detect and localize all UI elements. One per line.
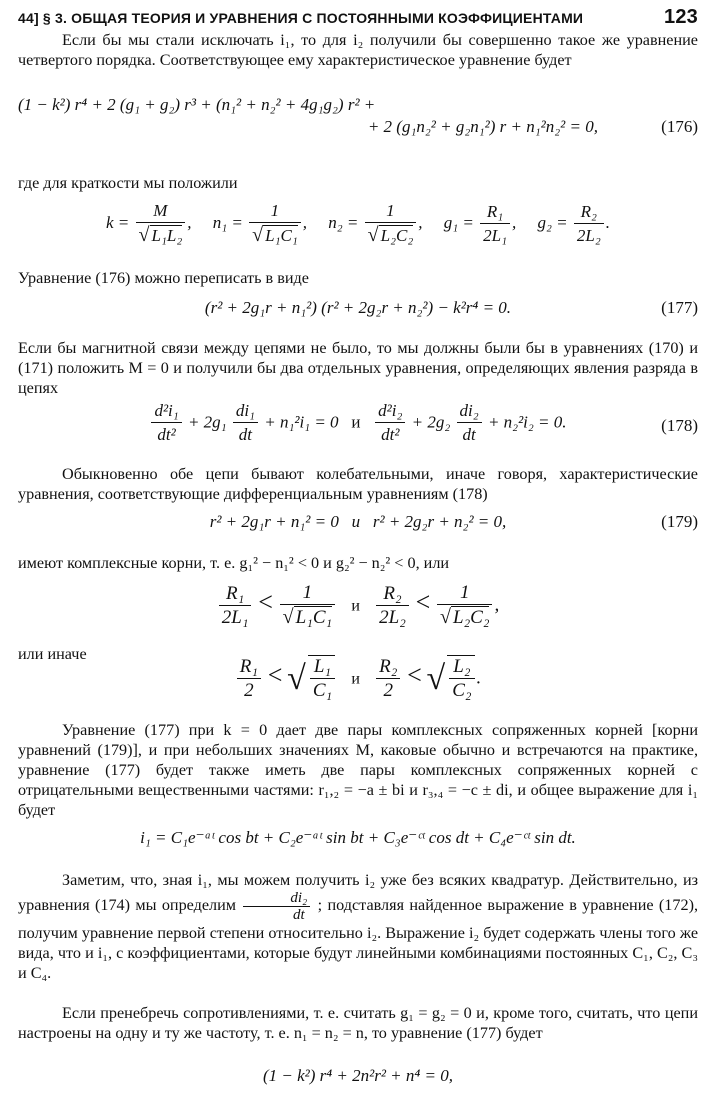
equation-179 — [18, 512, 698, 542]
k-fraction: $\frac{M}{\text{√ L₁L₂}}$ — [136, 200, 186, 248]
n2-lhs: n₂ = — [328, 212, 359, 232]
ineq1-c-den: 2L₂ — [379, 606, 406, 628]
di2-dt-fraction — [243, 890, 310, 923]
eq176-line1-text: (1 − k²) r⁴ + 2 (g₁ + g₂) r³ + (n₁² + n₂² + 4g₁g₂) r² + — [18, 95, 376, 114]
ineq1-c-fraction — [376, 583, 409, 630]
ineq2-and: и — [351, 670, 360, 688]
ineq2-a-den: 2 — [244, 679, 254, 701]
equation-i1-general — [18, 828, 698, 858]
eq178-d-den: dt — [462, 425, 476, 444]
g1-fraction — [480, 201, 510, 248]
paragraph-1: Если бы мы стали исключать i₁, то для i₂ получили бы совершенно такое же уравнение четвертого порядка. Соответствующее ему характеристическое уравнение будет — [18, 31, 698, 69]
ineq1-end: , — [494, 594, 500, 616]
g2-fraction — [574, 201, 604, 248]
equation-178 — [18, 400, 698, 460]
eq177-text: (r² + 2g₁r + n₁²) (r² + 2g₂r + n₂²) − k²r⁴ = 0. — [204, 298, 512, 317]
n1-lhs: n₁ = — [212, 212, 243, 232]
eq178-d-fraction — [457, 400, 482, 447]
equation-177 — [18, 298, 698, 328]
eq178-c-fraction — [375, 400, 405, 447]
eq178-b-den: dt — [238, 425, 253, 444]
n1-fraction: $\frac{1}{\text{√ L₁C₁}}$ — [249, 200, 301, 248]
paragraph-9 — [18, 870, 698, 983]
paragraph-9-part-b: ; подставляя найденное выражение в уравнение (172), получим уравнение первой степени относительно i₂. Выражение i₂ будет содержать члены того же вида, что и i₁, с коэффициентами, которые будут линейными комбинациями постоянных C₁, C₂, C₃ и C₄. — [18, 896, 699, 982]
paragraph-2: где для краткости мы положили — [18, 174, 238, 192]
eq178-b-post: + n₁²i₁ = 0 — [264, 412, 339, 432]
eq177-tag: (177) — [661, 298, 698, 317]
k-lhs: k = — [105, 212, 130, 232]
paragraph-8: Уравнение (177) при k = 0 дает две пары комплексных сопряженных корней [корни уравнений (179)], и при небольших значениях M, каковые обычно и встречаются на практике, уравнение (177) будет также иметь две пары комплексных сопряженных корней с отрицательными вещественными частями: r₁,₂ = −a ± bi и r₃,₄ = −c ± di, и общее выражение для i₁ будет — [18, 721, 698, 819]
eq178-c-num: d²i₂ — [375, 400, 405, 423]
k-den: L₁L₂ — [151, 226, 183, 245]
ineq2-row: $\frac{\text{R₁}}{2}$ < √ $\frac{\text{L₁}}{\text{C₁}}$ и $\frac{\text{R₂}}{2}$ < √ $\frac{\text{L₂}}{\text{C₂}}$ . — [18, 655, 698, 703]
ineq1-d-den: L₂C₂ — [453, 607, 490, 628]
ineq1-a-fraction — [219, 583, 252, 630]
eq176-tag: (176) — [661, 117, 698, 136]
di2-num: di₂ — [243, 890, 310, 907]
n2-den: L₂C₂ — [380, 226, 414, 245]
g2-num: R₂ — [574, 201, 604, 224]
definitions-row: k = $\frac{M}{\text{√ L₁L₂}}$ , n₁ = $\frac{1}{\text{√ L₁C₁}}$ , n₂ = $\frac{1}{\text{√ L₂C₂}}$ , g₁ = $\frac{\text{R₁}}{\text{2L₁}}$ , g₂ = $\frac{\text{R₂}}{\text{2L₂}}$ . — [105, 201, 611, 246]
ineq2-c-den: 2 — [383, 679, 394, 701]
eq178-b-num: di₁ — [233, 400, 258, 423]
ineq1-lt-1: < — [258, 587, 273, 617]
eq176-line2-text: + 2 (g₁n₂² + g₂n₁²) r + n₁²n₂² = 0, — [367, 117, 598, 136]
i1-general-text: i₁ = C₁e⁻ᵃᵗ cos bt + C₂e⁻ᵃᵗ sin bt + C₃e⁻ᶜᵗ cos dt + C₄e⁻ᶜᵗ sin dt. — [140, 828, 576, 847]
eq178-d-post: + n₂²i₂ = 0. — [487, 412, 567, 432]
ineq2-a-fraction — [237, 656, 261, 703]
page-number: 123 — [664, 6, 698, 28]
running-header — [18, 6, 698, 28]
ineq1-row — [18, 582, 698, 630]
ineq2-b-fraction — [308, 655, 335, 703]
eq178-b-pre: + 2g₁ — [187, 412, 227, 432]
ineq1-c-num: R₂ — [376, 583, 409, 606]
ineq1-b-num: 1 — [280, 582, 335, 605]
n1-num: 1 — [249, 200, 301, 223]
ineq2-c-num: R₂ — [376, 656, 400, 679]
ineq1-d-fraction: $\frac{1}{\text{√ L₂C₂}}$ — [437, 582, 492, 630]
g1-num: R₁ — [480, 201, 510, 224]
paragraph-4: Если бы магнитной связи между цепями не было, то мы должны были бы в уравнениях (170) и (171) положить M = 0 и получили бы два отдельных уравнения, определяющих явления разряда в цепях — [18, 339, 698, 397]
equation-176-line2 — [18, 117, 698, 147]
ineq1-and: и — [351, 597, 360, 615]
eq178-c-den: dt² — [381, 425, 400, 444]
g2-lhs: g₂ = — [537, 212, 568, 232]
ineq1-a-num: R₁ — [219, 583, 252, 606]
paragraph-6: имеют комплексные корни, т. е. g₁² − n₁² < 0 и g₂² − n₂² < 0, или — [18, 554, 450, 572]
di2-den: dt — [293, 907, 305, 923]
ineq2-c-fraction — [376, 656, 400, 703]
inequality-1 — [18, 582, 698, 646]
eq178-d-num: di₂ — [457, 400, 482, 423]
final-equation-text: (1 − k²) r⁴ + 2n²r² + n⁴ = 0, — [262, 1066, 454, 1085]
definitions-equation — [18, 200, 698, 260]
g2-den: 2L₂ — [576, 225, 601, 245]
eq179-tag: (179) — [661, 512, 698, 531]
n2-num: 1 — [365, 200, 417, 223]
eq178-a-den: dt² — [157, 425, 176, 444]
eq178-tag: (178) — [661, 416, 698, 435]
ineq2-d-den: C₂ — [452, 680, 472, 701]
ineq1-lt-2: < — [415, 587, 431, 617]
ineq2-end: . — [476, 667, 482, 689]
ineq2-a-num: R₁ — [237, 656, 261, 679]
eq178-row — [18, 400, 698, 447]
eq178-and: и — [351, 412, 361, 432]
paragraph-5: Обыкновенно обе цепи бывают колебательными, иначе говоря, характеристические уравнения, соответствующие дифференциальным уравнениям (178) — [18, 465, 698, 503]
paragraph-9-part-a: Заметим, что, зная i₁, мы можем получить i₂ уже без всяких квадратур. Действительно, из уравнения (174) мы определим — [18, 871, 698, 915]
ineq2-lt-2: < — [407, 660, 422, 690]
paragraph-7: или иначе — [18, 645, 87, 663]
section-title: 44] § 3. ОБЩАЯ ТЕОРИЯ И УРАВНЕНИЯ С ПОСТОЯННЫМИ КОЭФФИЦИЕНТАМИ — [18, 10, 584, 26]
paragraph-10: Если пренебречь сопротивлениями, т. е. считать g₁ = g₂ = 0 и, кроме того, считать, что цепи настроены на одну и ту же частоту, т. е. n₁ = n₂ = n, то уравнение (177) будет — [18, 1004, 698, 1042]
ineq1-b-fraction: $\frac{1}{\text{√ L₁C₁}}$ — [280, 582, 335, 630]
n2-fraction: $\frac{1}{\text{√ L₂C₂}}$ — [365, 200, 417, 248]
ineq2-d-fraction — [447, 655, 474, 703]
ineq2-b-num: L₁ — [310, 656, 335, 679]
eq178-a-num: d²i₁ — [151, 400, 181, 423]
eq178-d-pre: + 2g₂ — [411, 412, 451, 432]
eq178-a-fraction — [151, 400, 181, 447]
ineq1-d-num: 1 — [437, 582, 492, 605]
ineq2-lt-1: < — [267, 660, 283, 690]
g1-den: 2L₁ — [483, 225, 507, 245]
ineq2-d-num: L₂ — [449, 656, 474, 679]
equation-final — [18, 1066, 698, 1096]
g1-lhs: g₁ = — [443, 212, 474, 232]
paragraph-3: Уравнение (176) можно переписать в виде — [18, 269, 309, 287]
n1-den: L₁C₁ — [265, 226, 298, 245]
ineq2-b-den: C₁ — [312, 680, 333, 701]
ineq1-a-den: 2L₁ — [221, 606, 249, 628]
ineq1-b-den: L₁C₁ — [295, 607, 333, 628]
inequality-2 — [18, 655, 698, 719]
k-num: M — [136, 200, 186, 223]
eq179-text: r² + 2g₁r + n₁² = 0 и r² + 2g₂r + n₂² = 0, — [209, 512, 507, 531]
eq178-b-fraction — [233, 400, 258, 447]
